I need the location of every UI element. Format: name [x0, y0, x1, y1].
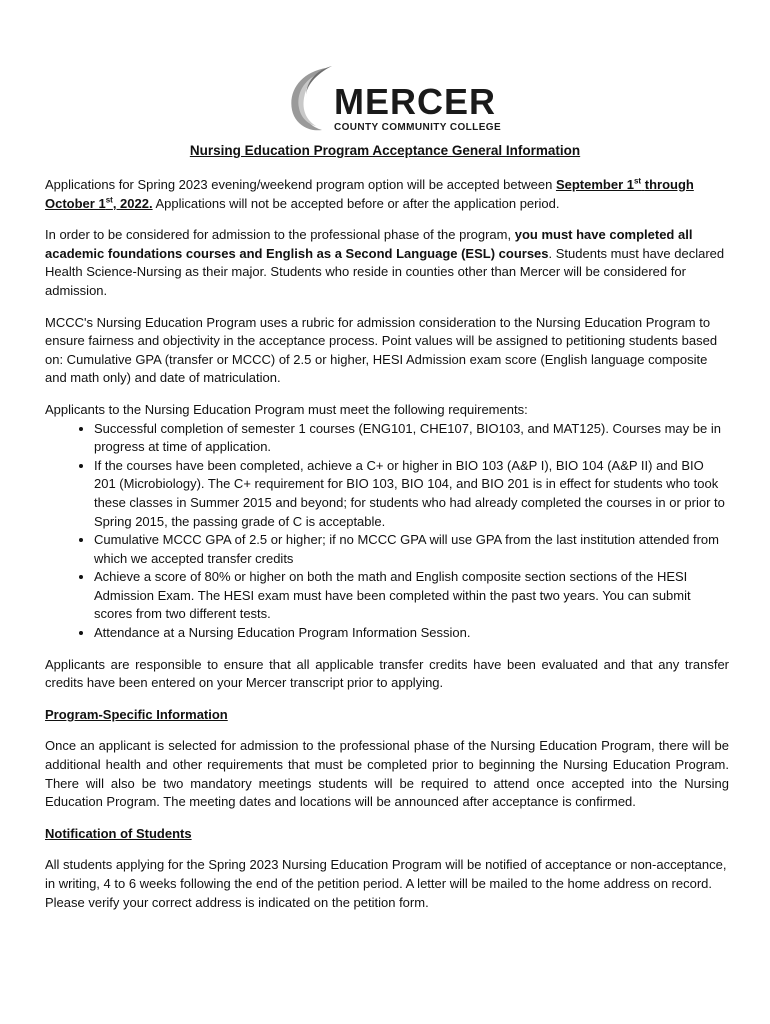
- requirement-item: • Achieve a score of 80% or higher on both the math and English composite section sections of the HESI Admission Exam. The HESI exam must have been completed within the past two years. You can submit scores from two different tests.: [94, 568, 729, 624]
- notification-heading: Notification of Students: [45, 825, 192, 841]
- requirements-list: [45, 420, 729, 643]
- college-logo: [282, 64, 502, 136]
- page-title: Nursing Education Program Acceptance General Information: [189, 143, 581, 158]
- notification-paragraph: All students applying for the Spring 2023 Nursing Education Program will be notified of acceptance or non-acceptance, in writing, 4 to 6 weeks following the end of the petition period. A letter will be mailed to the home address on record. Please verify your correct address is indicated on the petition form.: [45, 857, 727, 910]
- program-specific-paragraph: Once an applicant is selected for admission to the professional phase of the Nursing Education Program, there will be additional health and other requirements that must be completed prior to beginning the Nursing Education Program. There will also be two mandatory meetings students will be required to attend once accepted into the Nursing Education Program. The meeting dates and locations will be announced after acceptance is confirmed.: [45, 738, 729, 810]
- requirement-item: • If the courses have been completed, achieve a C+ or higher in BIO 103 (A&P I), BIO 104 (A&P II) and BIO 201 (Microbiology). The C+ requirement for BIO 103, BIO 104, and BIO 201 is in effect for students who took these classes in Summer 2015 and beyond; for students who had already completed the courses in or prior to Spring 2015, the passing grade of C is acceptable.: [94, 457, 729, 531]
- text-run: . Students must have declared Health Science-Nursing as their major. Students who reside in counties other than Mercer will be considered for admission.: [45, 245, 725, 298]
- date-year: , 2022.: [112, 195, 153, 211]
- crescent-logo-icon: [282, 64, 342, 136]
- application-period-paragraph: [45, 176, 729, 213]
- logo-subtitle: COUNTY COMMUNITY COLLEGE: [334, 122, 502, 133]
- text-run: In order to be considered for admission to the professional phase of the program,: [45, 227, 515, 243]
- text-run: Applications will not be accepted before or after the application period.: [152, 195, 560, 211]
- requirements-intro: Applicants to the Nursing Education Program must meet the following requirements:: [45, 401, 528, 417]
- rubric-paragraph: MCCC's Nursing Education Program uses a rubric for admission consideration to the Nursing Education Program to ensure fairness and objectivity in the acceptance process. Point values will be assigned to petitioning students based on: Cumulative GPA (transfer or MCCC) of 2.5 or higher, HESI Admission exam score (English language composite and math only) and date of matriculation.: [45, 314, 718, 386]
- program-specific-heading: Program-Specific Information: [45, 706, 228, 722]
- logo-wordmark: MERCER: [334, 81, 497, 122]
- eligibility-paragraph: [45, 226, 729, 300]
- bold-requirement: you must have completed all academic foundations courses and English as a Second Language (ESL) courses: [45, 227, 693, 261]
- date-suffix: st: [633, 176, 642, 186]
- date-start: September 1: [555, 177, 634, 192]
- requirement-item: • Successful completion of semester 1 courses (ENG101, CHE107, BIO103, and MAT125). Courses may be in progress at time of application.: [94, 420, 729, 457]
- document-body: [45, 176, 729, 925]
- date-end: through October 1: [45, 177, 694, 211]
- date-suffix: st: [105, 195, 113, 205]
- text-run: Applications for Spring 2023 evening/weekend program option will be accepted between: [45, 177, 556, 192]
- requirement-item: • Cumulative MCCC GPA of 2.5 or higher; if no MCCC GPA will use GPA from the last institution attended from which we accepted transfer credits: [94, 531, 729, 568]
- transfer-credits-paragraph: Applicants are responsible to ensure that all applicable transfer credits have been evaluated and that any transfer credits have been entered on your Mercer transcript prior to applying.: [45, 656, 729, 691]
- requirement-item: • Attendance at a Nursing Education Program Information Session.: [94, 624, 729, 643]
